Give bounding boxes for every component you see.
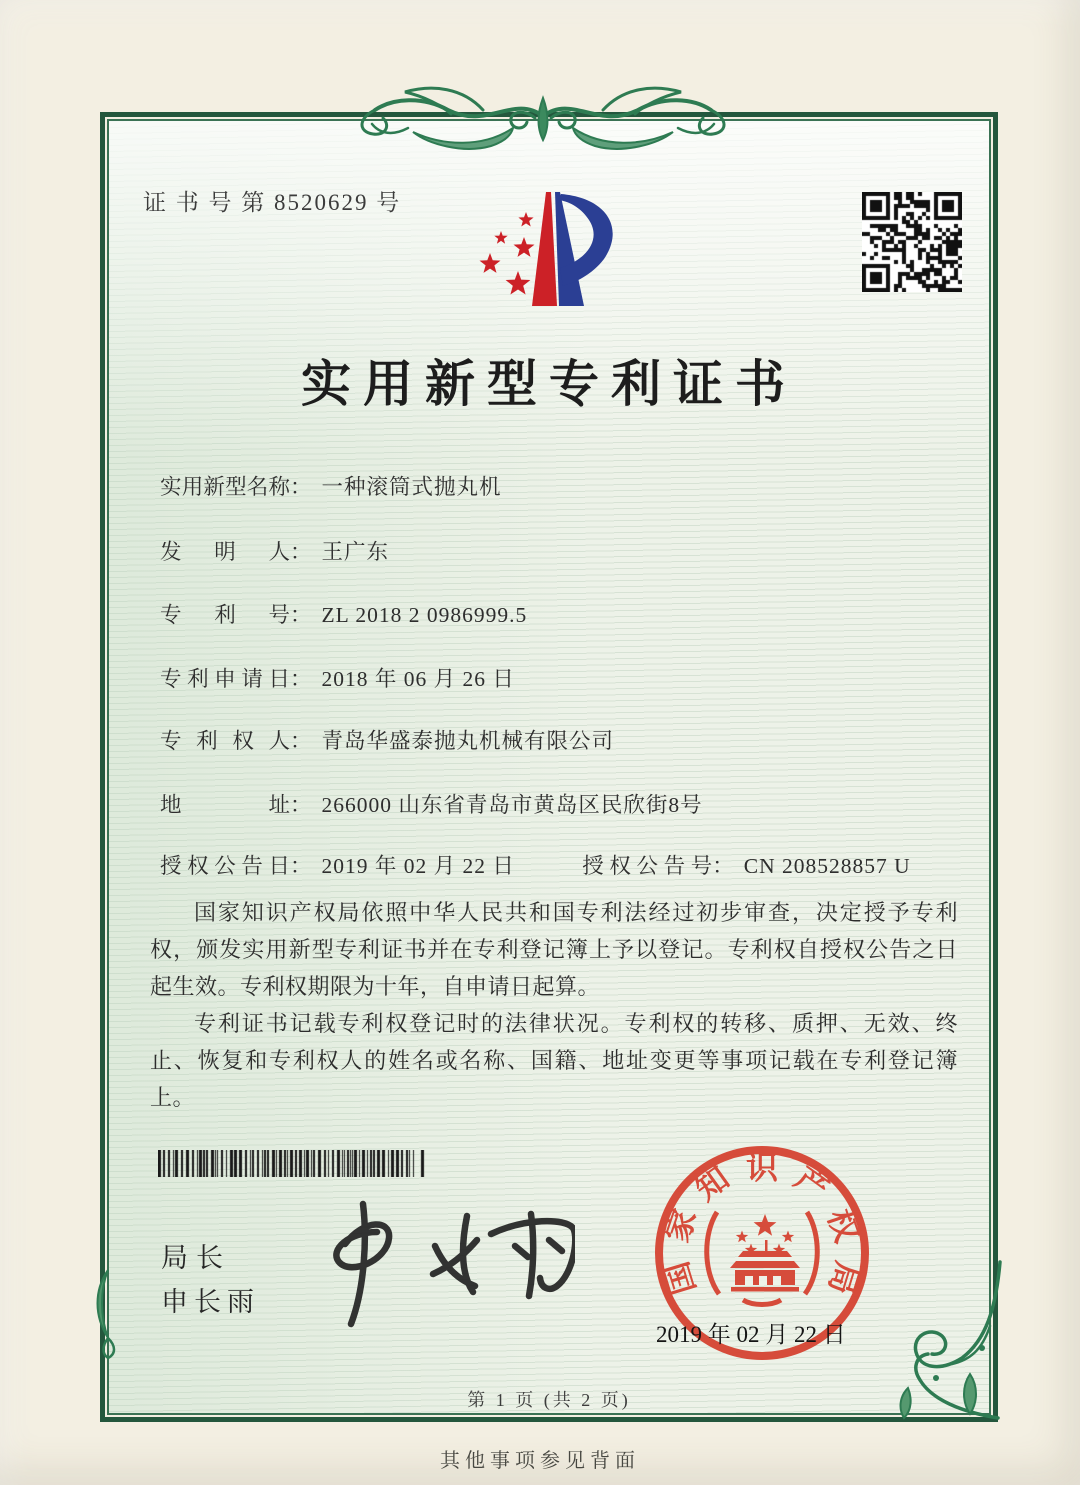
field-row-patentee bbox=[160, 724, 970, 755]
field-row-utility-model-name bbox=[160, 470, 970, 501]
svg-text:国: 国 bbox=[658, 1257, 702, 1299]
grant-number-group bbox=[582, 854, 910, 878]
field-colon: ： bbox=[290, 793, 312, 817]
field-label: 地 址 bbox=[160, 793, 290, 817]
director-title: 局长 bbox=[161, 1243, 231, 1273]
field-colon: ： bbox=[290, 603, 312, 627]
svg-text:局: 局 bbox=[822, 1257, 866, 1299]
field-row-patent-number bbox=[160, 598, 970, 629]
page-indicator: 第 1 页 (共 2 页) bbox=[467, 1390, 631, 1410]
field-label: 授权公告号 bbox=[582, 854, 713, 878]
back-side-note: 其他事项参见背面 bbox=[440, 1450, 640, 1472]
seal-date: 2019 年 02 月 22 日 bbox=[656, 1322, 846, 1347]
field-value: 王广东 bbox=[321, 540, 390, 564]
field-value: 2018 年 06 月 26 日 bbox=[321, 667, 515, 691]
field-row-filing-date bbox=[160, 662, 970, 693]
field-label: 实用新型名称 bbox=[160, 475, 290, 499]
qr-code bbox=[862, 192, 962, 292]
barcode bbox=[158, 1150, 426, 1177]
floral-corner-ornament-icon bbox=[878, 1256, 1018, 1426]
field-colon: ： bbox=[290, 854, 312, 878]
field-row-grant bbox=[160, 849, 970, 880]
legal-text-block bbox=[150, 894, 958, 1116]
field-row-inventor bbox=[160, 535, 970, 566]
field-label: 专 利 号 bbox=[160, 603, 290, 627]
field-colon: ： bbox=[290, 667, 312, 691]
field-colon: ： bbox=[290, 475, 312, 499]
field-value: 青岛华盛泰抛丸机械有限公司 bbox=[321, 729, 615, 753]
field-value: ZL 2018 2 0986999.5 bbox=[321, 603, 528, 627]
legal-paragraph: 国家知识产权局依照中华人民共和国专利法经过初步审查，决定授予专利权，颁发实用新型专利证书并在专利登记簿上予以登记。专利权自授权公告之日起生效。专利权期限为十年，自申请日起算。 bbox=[150, 900, 958, 999]
field-label: 授权公告日 bbox=[160, 854, 290, 878]
field-label: 发 明 人 bbox=[160, 540, 290, 564]
svg-text:家: 家 bbox=[658, 1204, 703, 1247]
svg-text:识: 识 bbox=[745, 1149, 779, 1186]
seal-emblem bbox=[707, 1212, 818, 1305]
svg-text:产: 产 bbox=[788, 1159, 836, 1208]
field-colon: ： bbox=[290, 540, 312, 564]
field-value: 2019 年 02 月 22 日 bbox=[321, 854, 515, 878]
logo-star-group bbox=[480, 212, 535, 295]
grant-date-group bbox=[160, 854, 515, 878]
field-label: 专 利 权 人 bbox=[160, 729, 290, 753]
field-row-address bbox=[160, 788, 970, 819]
director-name: 申长雨 bbox=[161, 1287, 260, 1317]
svg-text:权: 权 bbox=[821, 1204, 866, 1247]
legal-paragraph: 专利证书记载专利权登记时的法律状况。专利权的转移、质押、无效、终止、恢复和专利权人的姓名或名称、国籍、地址变更等事项记载在专利登记簿上。 bbox=[150, 1011, 958, 1110]
certificate-number: 证 书 号 第 8520629 号 bbox=[143, 190, 402, 215]
cnipa-logo-icon bbox=[455, 180, 645, 315]
field-value: 一种滚筒式抛丸机 bbox=[321, 475, 502, 499]
field-value: 266000 山东省青岛市黄岛区民欣街8号 bbox=[321, 793, 703, 817]
svg-text:知: 知 bbox=[688, 1159, 736, 1208]
field-colon: ： bbox=[290, 729, 312, 753]
certificate-title: 实用新型专利证书 bbox=[301, 356, 797, 412]
field-colon: ： bbox=[712, 854, 734, 878]
border-flourish-icon bbox=[86, 1268, 130, 1360]
field-value: CN 208528857 U bbox=[743, 854, 911, 878]
handwritten-signature-icon bbox=[285, 1182, 575, 1334]
double-dragon-ornament-icon bbox=[348, 72, 738, 172]
field-label: 专利申请日 bbox=[160, 667, 290, 691]
